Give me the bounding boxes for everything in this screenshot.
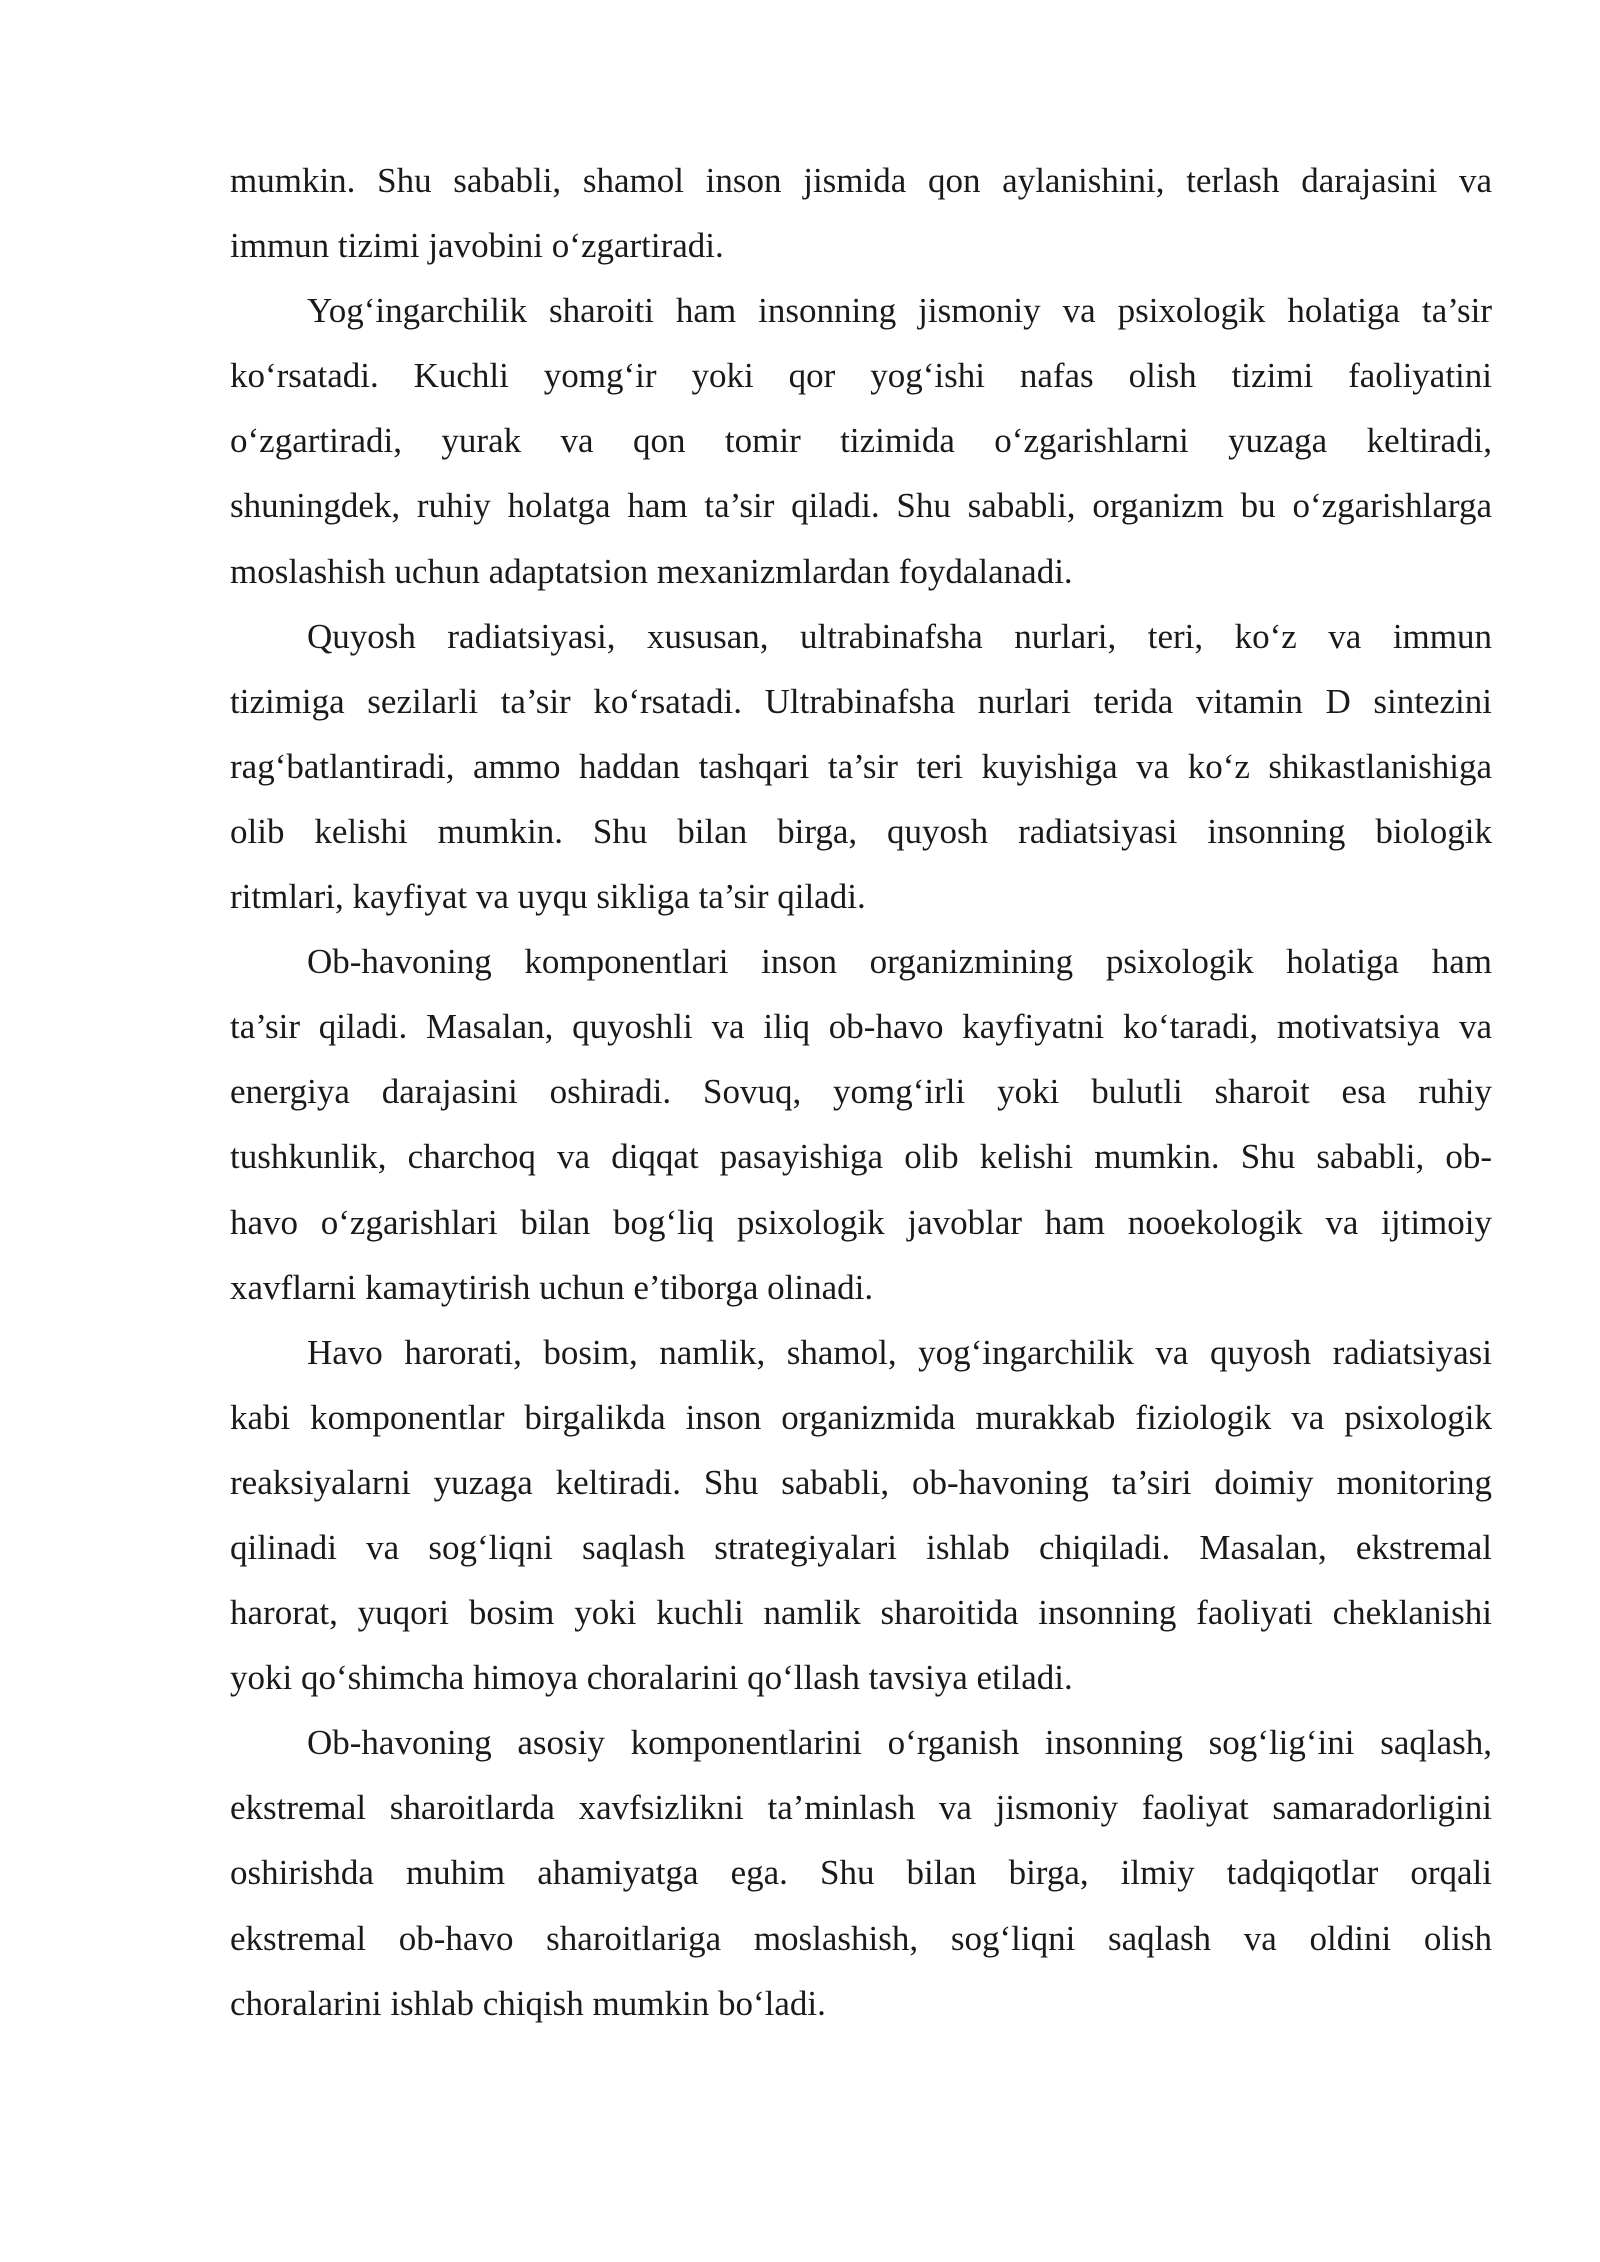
text-line: olib kelishi mumkin. Shu bilan birga, quyosh radiatsiyasi insonning biologik <box>230 811 1492 851</box>
text-line: mumkin. Shu sababli, shamol inson jismida qon aylanishini, terlash darajasini va <box>230 161 1492 200</box>
text-line: immun tizimi javobini o‘zgartiradi. <box>230 226 724 266</box>
paragraph-first-line: Quyosh radiatsiyasi, xususan, ultrabinafsha nurlari, teri, ko‘z va immun <box>307 616 1492 656</box>
body-text <box>230 148 1492 2036</box>
text-line: tizimiga sezilarli ta’sir ko‘rsatadi. Ultrabinafsha nurlari terida vitamin D sintezini <box>230 681 1492 721</box>
paragraph-first-line: Havo harorati, bosim, namlik, shamol, yog‘ingarchilik va quyosh radiatsiyasi <box>307 1332 1492 1372</box>
text-line: havo o‘zgarishlari bilan bog‘liq psixologik javoblar ham nooekologik va ijtimoiy <box>230 1202 1492 1242</box>
text-line: ritmlari, kayfiyat va uyqu sikliga ta’sir qiladi. <box>230 877 866 917</box>
text-line: reaksiyalarni yuzaga keltiradi. Shu sababli, ob-havoning ta’siri doimiy monitoring <box>230 1462 1492 1502</box>
text-line: moslashish uchun adaptatsion mexanizmlardan foydalanadi. <box>230 551 1073 591</box>
text-line: energiya darajasini oshiradi. Sovuq, yomg‘irli yoki bulutli sharoit esa ruhiy <box>230 1072 1492 1112</box>
text-line: o‘zgartiradi, yurak va qon tomir tizimida o‘zgarishlarni yuzaga keltiradi, <box>230 421 1492 461</box>
text-line: rag‘batlantiradi, ammo haddan tashqari ta’sir teri kuyishiga va ko‘z shikastlanishiga <box>230 746 1492 786</box>
text-line: harorat, yuqori bosim yoki kuchli namlik sharoitida insonning faoliyati cheklanishi <box>230 1593 1492 1633</box>
text-line: ekstremal sharoitlarda xavfsizlikni ta’minlash va jismoniy faoliyat samaradorligini <box>230 1788 1492 1828</box>
text-line: ko‘rsatadi. Kuchli yomg‘ir yoki qor yog‘ishi nafas olish tizimi faoliyatini <box>230 356 1492 396</box>
text-line: kabi komponentlar birgalikda inson organizmida murakkab fiziologik va psixologik <box>230 1397 1492 1437</box>
text-line: oshirishda muhim ahamiyatga ega. Shu bilan birga, ilmiy tadqiqotlar orqali <box>230 1853 1492 1893</box>
text-line: choralarini ishlab chiqish mumkin bo‘ladi. <box>230 1983 826 2023</box>
paragraph-first-line: Ob-havoning komponentlari inson organizmining psixologik holatiga ham <box>307 942 1492 982</box>
text-line: ekstremal ob-havo sharoitlariga moslashish, sog‘liqni saqlash va oldini olish <box>230 1918 1492 1958</box>
text-line: shuningdek, ruhiy holatga ham ta’sir qiladi. Shu sababli, organizm bu o‘zgarishlarga <box>230 486 1492 526</box>
text-line: xavflarni kamaytirish uchun e’tiborga olinadi. <box>230 1267 874 1307</box>
text-line: yoki qo‘shimcha himoya choralarini qo‘llash tavsiya etiladi. <box>230 1658 1073 1698</box>
text-line: qilinadi va sog‘liqni saqlash strategiyalari ishlab chiqiladi. Masalan, ekstremal <box>230 1527 1492 1567</box>
text-line: tushkunlik, charchoq va diqqat pasayishiga olib kelishi mumkin. Shu sababli, ob- <box>230 1137 1492 1177</box>
text-line: ta’sir qiladi. Masalan, quyoshli va iliq ob-havo kayfiyatni ko‘taradi, motivatsiya va <box>230 1007 1492 1047</box>
paragraph-first-line: Yog‘ingarchilik sharoiti ham insonning jismoniy va psixologik holatiga ta’sir <box>307 291 1492 331</box>
paragraph-first-line: Ob-havoning asosiy komponentlarini o‘rganish insonning sog‘lig‘ini saqlash, <box>307 1723 1492 1763</box>
